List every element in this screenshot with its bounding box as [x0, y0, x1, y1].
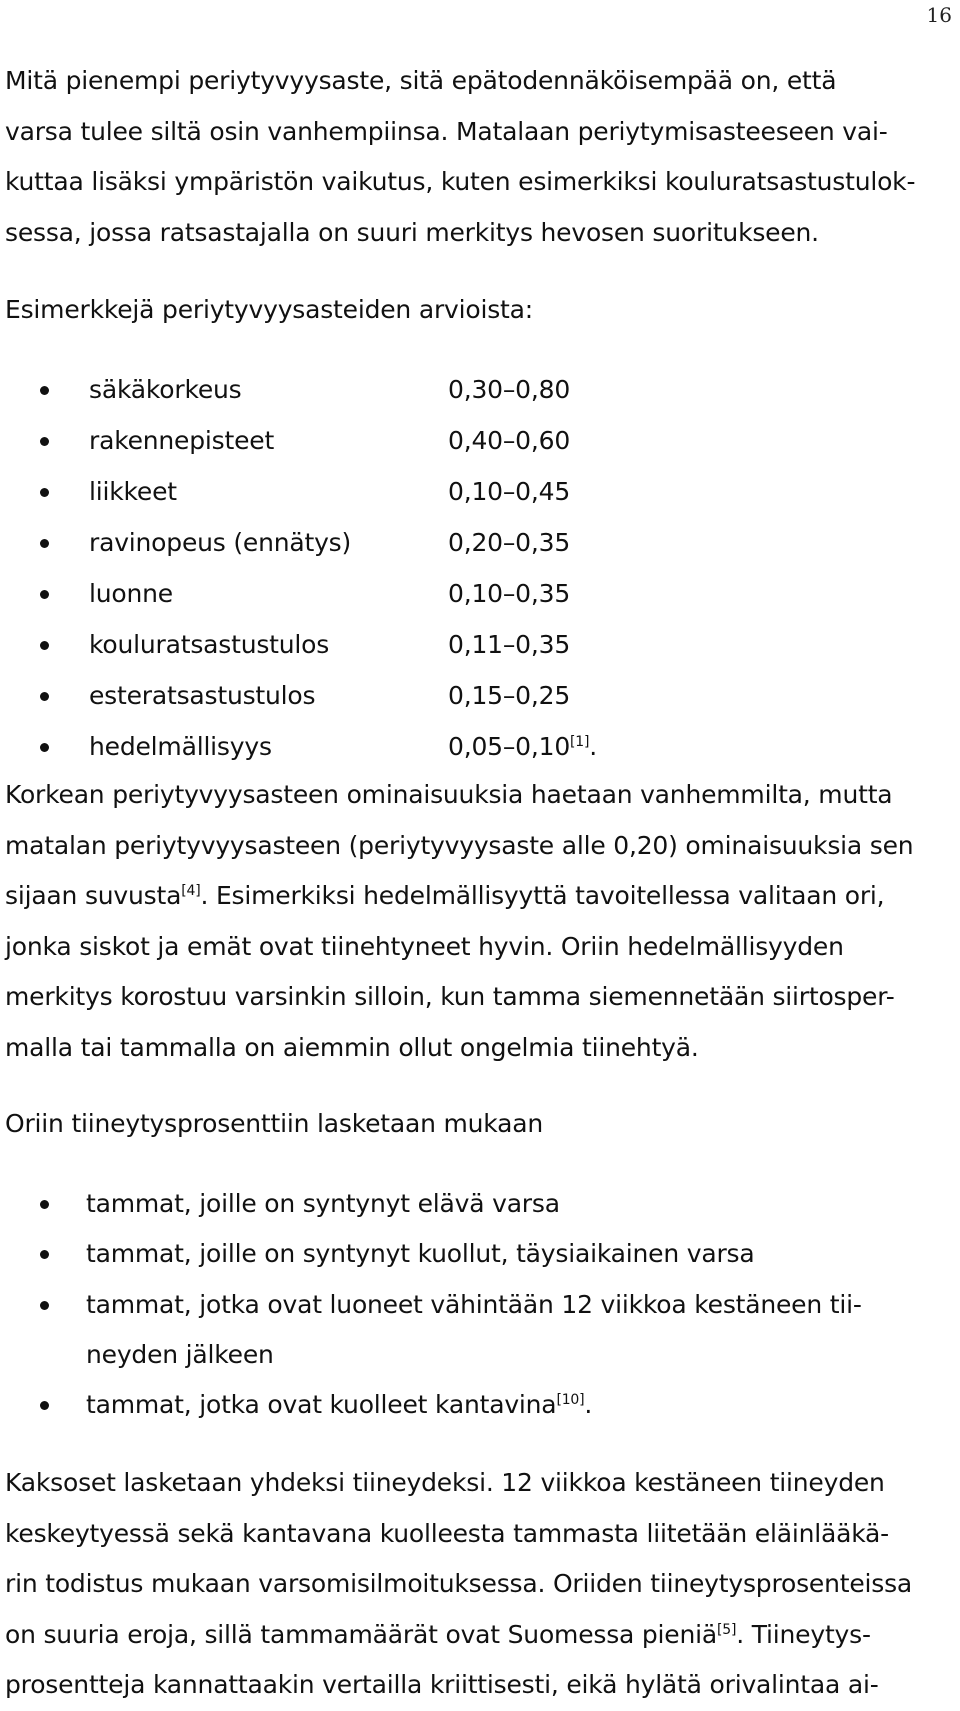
- intro-line-3: kuttaa lisäksi ympäristön vaikutus, kuten esimerkiksi kouluratsastustulok-: [5, 167, 916, 196]
- para3-line-4-start: on suuria eroja, sillä tammamäärät ovat Suomessa pieniä: [5, 1619, 717, 1649]
- list-item: [0, 620, 930, 670]
- list-item-line-1: tammat, jotka ovat luoneet vähintään 12 viikkoa kestäneen tii-: [86, 1290, 862, 1319]
- trait-label: luonne: [89, 579, 173, 608]
- trait-value: 0,15–0,25: [448, 681, 571, 710]
- bullet-icon: [40, 590, 49, 599]
- trait-label: hedelmällisyys: [89, 732, 272, 761]
- bullet-icon: [40, 1250, 49, 1259]
- list-item-text: [86, 1380, 916, 1430]
- bullet-icon: [40, 539, 49, 548]
- list-item: [0, 467, 930, 517]
- trait-label: säkäkorkeus: [89, 375, 242, 404]
- para3-line-4: [5, 1610, 920, 1661]
- trait-label: ravinopeus (ennätys): [89, 528, 352, 557]
- para2-line-3-start: sijaan suvusta: [5, 881, 182, 910]
- bullet-icon: [40, 488, 49, 497]
- trait-label: kouluratsastustulos: [89, 630, 330, 659]
- list-item: [0, 365, 930, 415]
- trait-label: liikkeet: [89, 477, 177, 506]
- para2-line-1: Korkean periytyvyysasteen ominaisuuksia haetaan vanhemmilta, mutta: [5, 780, 893, 809]
- bullet-icon: [40, 641, 49, 650]
- bullet-icon: [40, 386, 49, 395]
- para3-line-1: Kaksoset lasketaan yhdeksi tiineydeksi. 12 viikkoa kestäneen tiineyden: [5, 1468, 885, 1497]
- twins-paragraph: [5, 1458, 920, 1711]
- para2-line-2: matalan periytyvyysasteen (periytyvyysaste alle 0,20) ominaisuuksia sen: [5, 830, 914, 860]
- para2-line-6: malla tai tammalla on aiemmin ollut ongelmia tiinehtyä.: [5, 1032, 699, 1062]
- selection-paragraph: [5, 770, 920, 1073]
- bullet-icon: [40, 1301, 49, 1310]
- intro-paragraph: [5, 56, 920, 258]
- reference-marker: [1]: [570, 734, 590, 750]
- list-item: [0, 518, 930, 568]
- para2-line-3: [5, 871, 920, 922]
- bullet-icon: [40, 437, 49, 446]
- intro-line-2: varsa tulee siltä osin vanhempiinsa. Matalaan periytymisasteeseen vai-: [5, 116, 888, 146]
- list-item: [0, 569, 930, 619]
- trailing-period: .: [589, 732, 598, 761]
- list-item-text: tammat, joille on syntynyt elävä varsa: [86, 1189, 560, 1218]
- list-item-text: [86, 1280, 916, 1380]
- reference-marker: [4]: [181, 883, 201, 899]
- reference-marker: [5]: [717, 1621, 737, 1638]
- intro-line-4: sessa, jossa ratsastajalla on suuri merkitys hevosen suoritukseen.: [5, 217, 819, 247]
- para2-line-3-end: . Esimerkiksi hedelmällisyyttä tavoitellessa valitaan ori,: [200, 881, 885, 910]
- list-item: [0, 416, 930, 466]
- para2-line-4: jonka siskot ja emät ovat tiinehtyneet hyvin. Oriin hedelmällisyyden: [5, 931, 844, 961]
- bullet-icon: [40, 1401, 49, 1410]
- trait-value: 0,10–0,35: [448, 579, 571, 608]
- trait-label: rakennepisteet: [89, 426, 275, 455]
- trait-value: 0,11–0,35: [448, 630, 571, 659]
- trait-value: 0,30–0,80: [448, 375, 571, 404]
- list-item-line-2: neyden jälkeen: [86, 1340, 274, 1369]
- trailing-period: .: [584, 1390, 593, 1419]
- trait-value: [448, 722, 597, 772]
- bullet-icon: [40, 1200, 49, 1209]
- trait-value: 0,10–0,45: [448, 477, 571, 506]
- para3-line-4-end: . Tiineytys-: [736, 1619, 871, 1649]
- list-item: [0, 722, 930, 772]
- para3-line-5: prosentteja kannattaakin vertailla kriittisesti, eikä hylätä orivalintaa ai-: [5, 1670, 879, 1699]
- reference-marker: [10]: [556, 1392, 585, 1408]
- bullet-icon: [40, 692, 49, 701]
- list-item: [0, 671, 930, 721]
- heritability-heading: Esimerkkejä periytyvyysasteiden arvioista:: [5, 295, 533, 324]
- list-item-text: tammat, joille on syntynyt kuollut, täysiaikainen varsa: [86, 1239, 755, 1268]
- para3-line-3: rin todistus mukaan varsomisilmoituksessa. Oriiden tiineytysprosenteissa: [5, 1569, 913, 1598]
- trait-value: 0,20–0,35: [448, 528, 571, 557]
- intro-line-1: Mitä pienempi periytyvyysaste, sitä epätodennäköisempää on, että: [5, 66, 837, 95]
- trait-value: 0,40–0,60: [448, 426, 571, 455]
- trait-value-text: 0,05–0,10: [448, 732, 571, 761]
- para3-line-2: keskeytyessä sekä kantavana kuolleesta tammasta liitetään eläinlääkä-: [5, 1518, 890, 1548]
- para2-line-5: merkitys korostuu varsinkin silloin, kun tamma siemennetään siirtosper-: [5, 982, 895, 1011]
- page-number: 16: [926, 3, 952, 27]
- list-item-text-start: tammat, jotka ovat kuolleet kantavina: [86, 1390, 557, 1419]
- fertility-heading: Oriin tiineytysprosenttiin lasketaan mukaan: [5, 1109, 544, 1138]
- trait-label: esteratsastustulos: [89, 681, 316, 710]
- bullet-icon: [40, 743, 49, 752]
